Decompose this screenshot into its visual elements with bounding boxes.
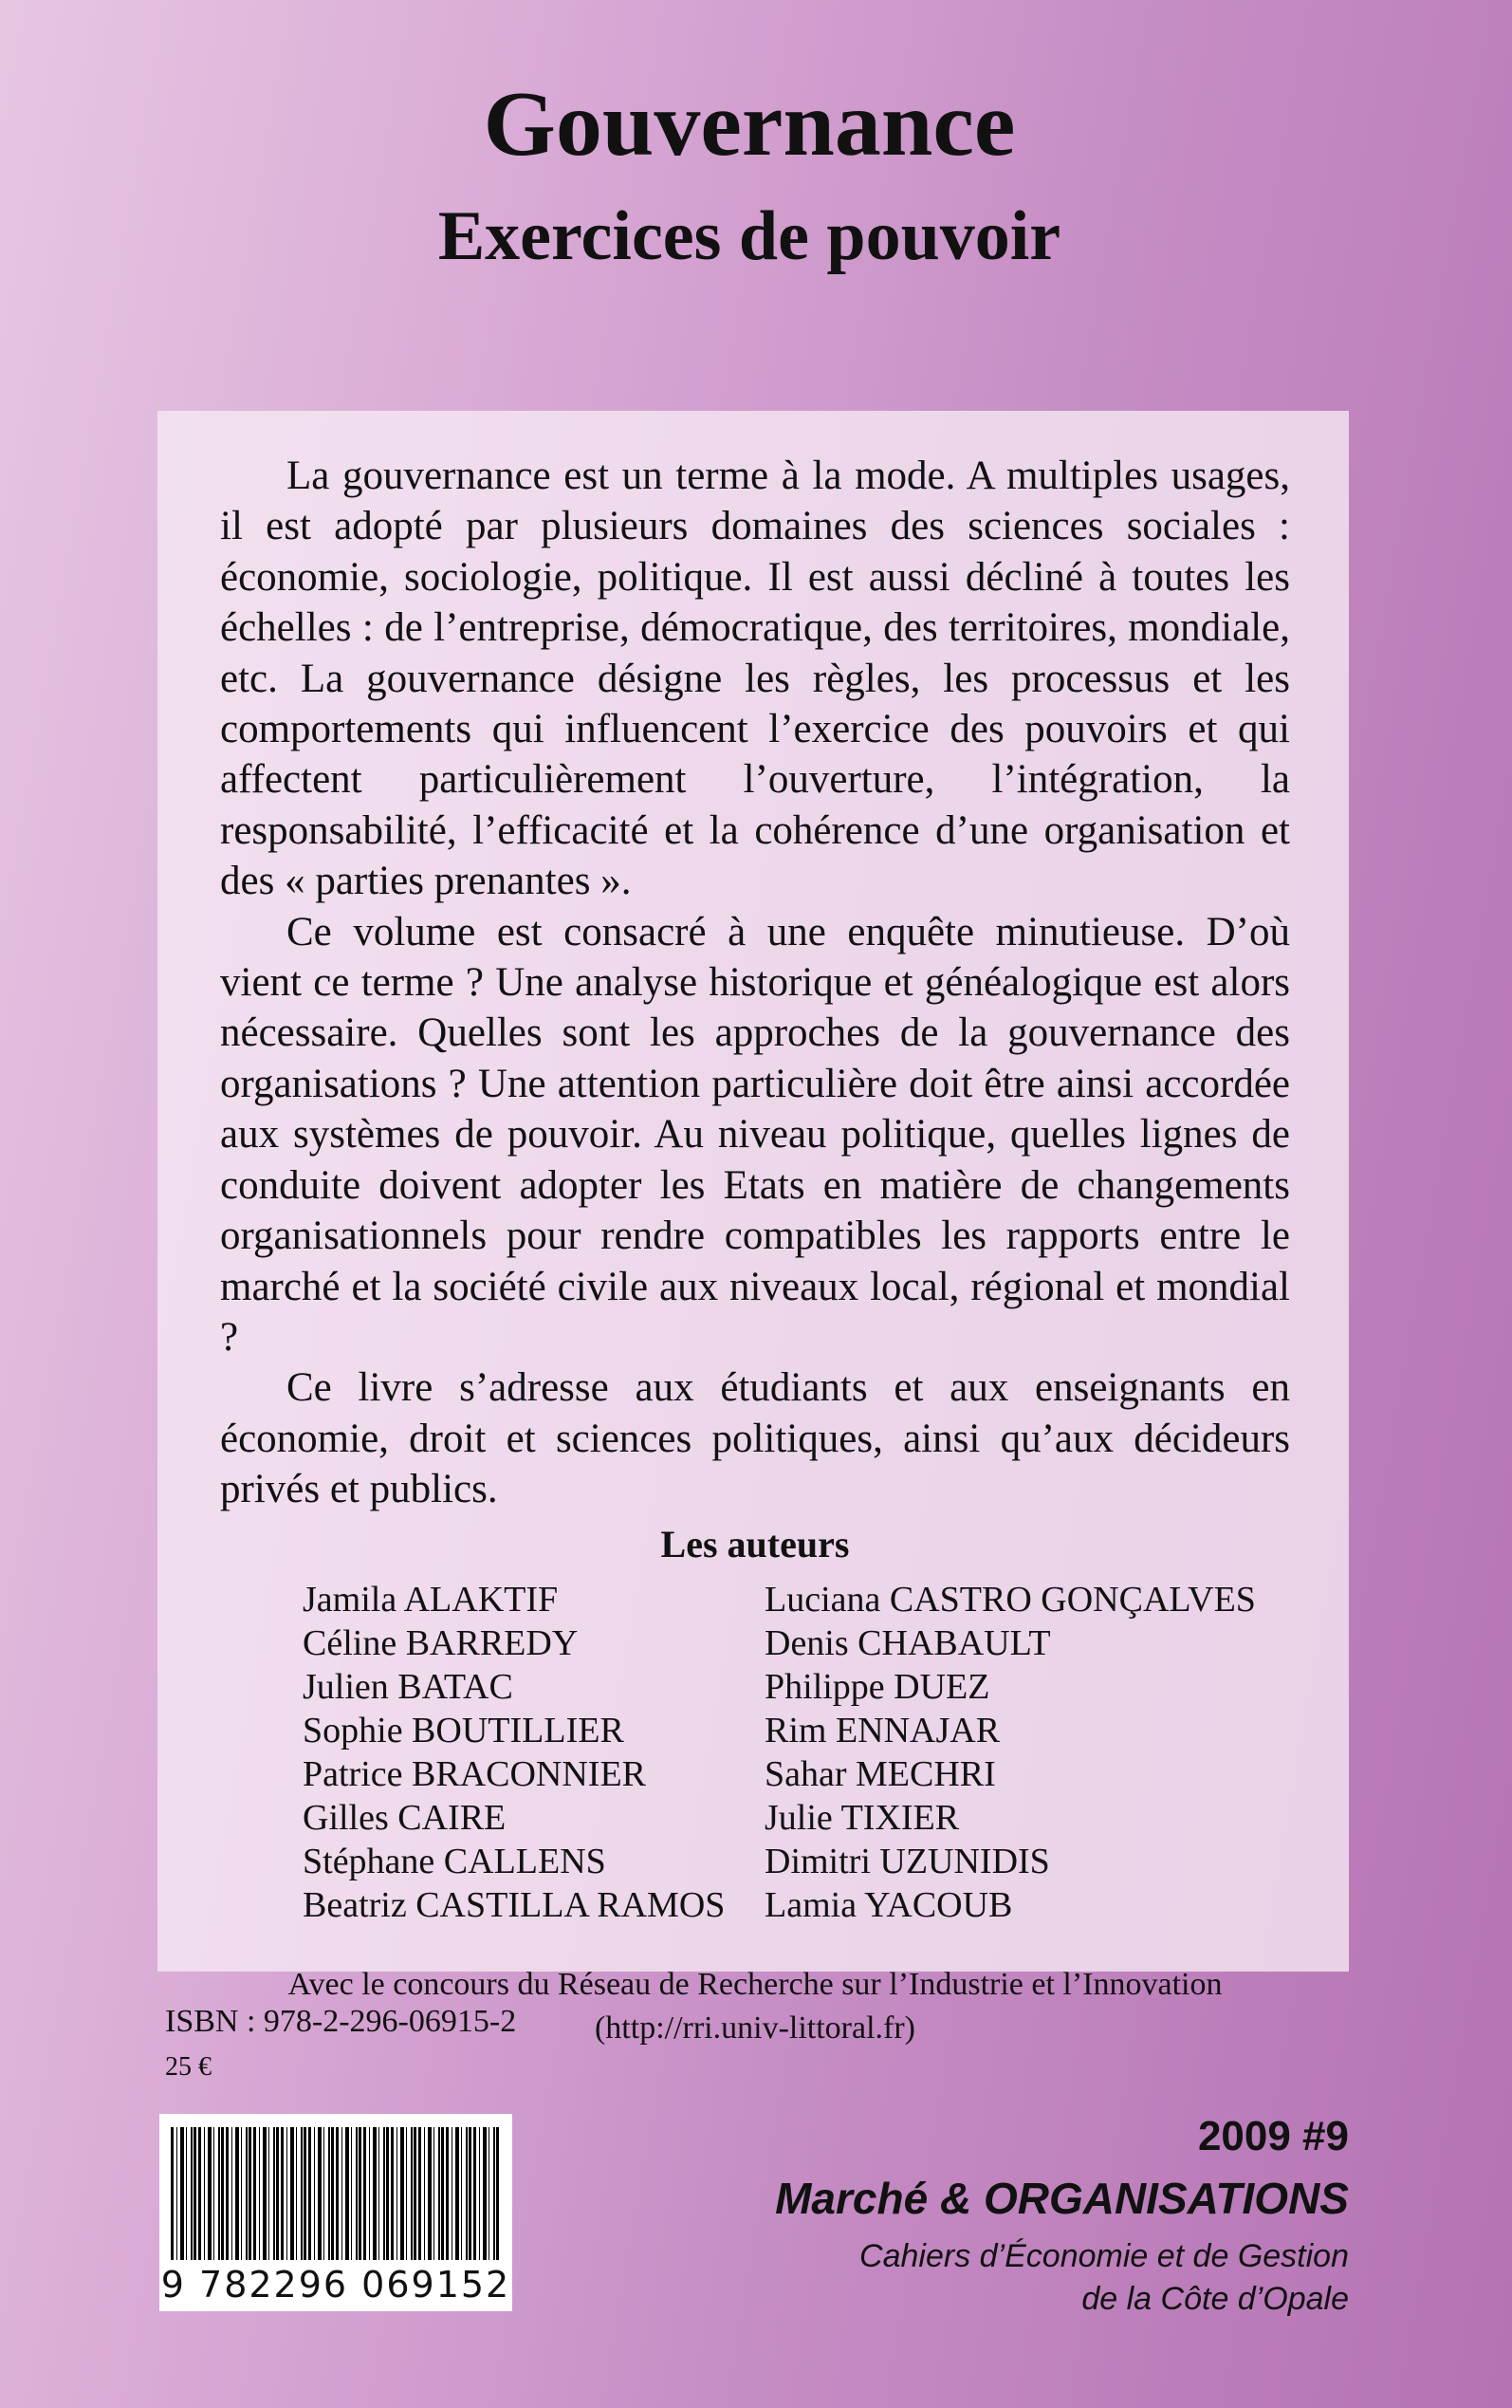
- author-name: Lamia YACOUB: [765, 1884, 1013, 1925]
- author-name: Jamila ALAKTIF: [303, 1579, 559, 1620]
- support-text: Avec le concours du Réseau de Recherche sur l’Industrie et l’Innovation: [287, 1966, 1223, 2002]
- barcode-bars: [171, 2127, 501, 2260]
- barcode-digits: 9 782296 069152: [160, 2264, 511, 2306]
- isbn: ISBN : 978-2-296-06915-2: [165, 2004, 517, 2039]
- authors-list: [303, 1578, 1290, 1927]
- series-subtitle-line-1: Cahiers d’Économie et de Gestion: [859, 2238, 1349, 2274]
- series-title: Marché & ORGANISATIONS: [775, 2174, 1349, 2223]
- author-name: Céline BARREDY: [303, 1622, 579, 1663]
- barcode: [159, 2114, 512, 2311]
- author-name: Dimitri UZUNIDIS: [765, 1841, 1050, 1881]
- author-name: Luciana CASTRO GONÇALVES: [765, 1579, 1256, 1620]
- author-name: Denis CHABAULT: [765, 1622, 1051, 1663]
- author-name: Stéphane CALLENS: [303, 1841, 606, 1881]
- author-name: Julien BATAC: [303, 1666, 513, 1707]
- author-name: Sophie BOUTILLIER: [303, 1710, 624, 1750]
- author-name: Philippe DUEZ: [765, 1666, 990, 1707]
- author-name: Gilles CAIRE: [303, 1797, 507, 1838]
- author-name: Sahar MECHRI: [765, 1753, 996, 1794]
- summary-paragraph-3: Ce livre s’adresse aux étudiants et aux enseignants en économie, droit et sciences politiques, ainsi qu’aux décideurs privés et publics.: [220, 1365, 1290, 1512]
- support-url: (http://rri.univ-littoral.fr): [594, 2010, 916, 2046]
- author-name: Beatriz CASTILLA RAMOS: [303, 1884, 726, 1925]
- author-name: Rim ENNAJAR: [765, 1710, 1001, 1750]
- series-subtitle-line-2: de la Côte d’Opale: [1081, 2281, 1349, 2317]
- authors-heading: Les auteurs: [660, 1522, 850, 1565]
- book-title: Gouvernance: [483, 73, 1016, 176]
- price: 25 €: [165, 2052, 212, 2082]
- summary-paragraph-1: La gouvernance est un terme à la mode. A multiples usages, il est adopté par plusieurs domaines des sciences sociales : économie, sociologie, politique. Il est aussi décliné à toutes les échelles : de l’entreprise, démocratique, des territoires, mondiale, etc. La gouvernance désigne les règles, les processus et les comportements qui influencent l’exercice des pouvoirs et qui affectent particulièrement l’ouverture, l’intégration, la responsabilité, l’efficacité et la cohérence d’une organisation et des « parties prenantes ».: [220, 454, 1290, 904]
- summary-paragraph-2: Ce volume est consacré à une enquête minutieuse. D’où vient ce terme ? Une analyse historique et généalogique est alors nécessaire. Quelles sont les approches de la gouvernance des organisations ? Une attention particulière doit être ainsi accordée aux systèmes de pouvoir. Au niveau politique, quelles lignes de conduite doivent adopter les Etats en matière de changements organisationnels pour rendre compatibles les rapports entre le marché et la société civile aux niveaux local, régional et mondial ?: [220, 909, 1290, 1360]
- author-name: Julie TIXIER: [765, 1797, 960, 1838]
- issue-number: 2009 #9: [1197, 2113, 1349, 2159]
- book-subtitle: Exercices de pouvoir: [437, 197, 1061, 275]
- series-subtitle: [859, 2235, 1349, 2321]
- author-name: Patrice BRACONNIER: [303, 1753, 647, 1794]
